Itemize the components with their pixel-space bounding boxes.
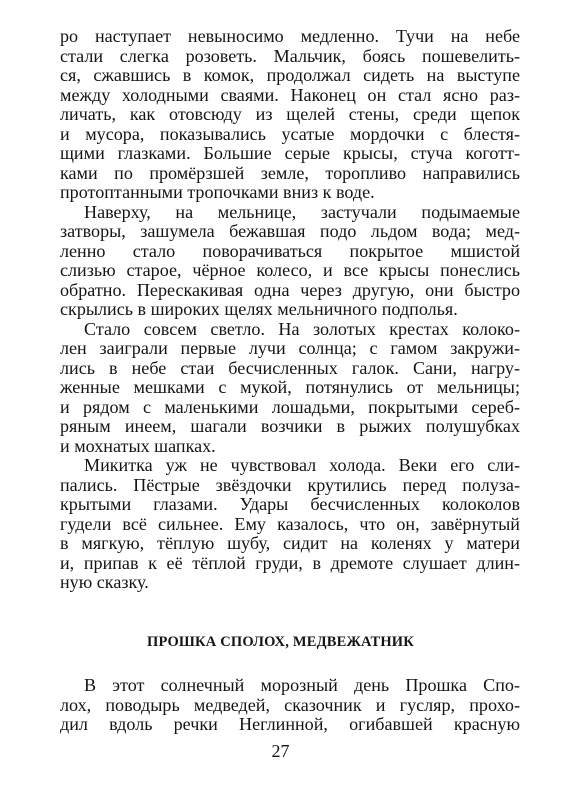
text-line: обратно. Перескакивая одна через другую, они быстро	[60, 279, 520, 300]
text-line: лох, поводырь медведей, сказочник и гусляр, прохо-	[60, 694, 520, 715]
text-line: Наверху, на мельнице, застучали подымаемые	[84, 201, 520, 222]
text-line: крытыми глазами. Удары бесчисленных колоколов	[60, 494, 520, 514]
text-line: ками по промёрзшей земле, торопливо направились	[60, 162, 520, 183]
text-line: ную сказку.	[60, 572, 149, 592]
text-line: лись в небе стаи бесчисленных галок. Сани, нагру-	[60, 357, 520, 378]
text-line: и мохнатых шапках.	[60, 435, 216, 456]
text-line: ряным инеем, шагали возчики в рыжих полушубках	[60, 416, 520, 436]
text-line: ро наступает невыносимо медленно. Тучи на небе	[60, 26, 520, 46]
text-line: затворы, зашумела бежавшая подо льдом вода; мед-	[60, 221, 520, 241]
text-line: и мусора, показывались усатые мордочки с блестя-	[60, 123, 520, 144]
text-line: ся, сжавшись в комок, продолжал сидеть на выступе	[60, 65, 520, 85]
text-line: слизью старое, чёрное колесо, и все крысы понеслись	[60, 260, 520, 280]
text-line: пались. Пёстрые звёздочки крутились перед полуза-	[60, 474, 520, 495]
text-line: гудели всё сильнее. Ему казалось, что он, завёрнутый	[60, 513, 520, 534]
body-text	[60, 27, 520, 593]
text-line: дил вдоль речки Неглинной, огибавшей красную	[60, 714, 520, 734]
text-line: и, припав к её тёплой груди, в дремоте слушает длин-	[60, 552, 520, 573]
text-line: Стало совсем светло. На золотых крестах колоко-	[84, 318, 520, 339]
text-line: в мягкую, тёплую шубу, сидит на коленях у матери	[60, 533, 520, 553]
text-line: стали слегка розоветь. Мальчик, боясь пошевелить-	[60, 45, 520, 66]
text-line: Микитка уж не чувствовал холода. Веки его сли-	[84, 455, 520, 475]
text-line: скрылись в широких щелях мельничного подполья.	[60, 299, 458, 319]
page-number: 27	[271, 741, 290, 761]
text-line: лен заиграли первые лучи солнца; с гамом закружи-	[60, 338, 520, 358]
text-line: личать, как отовсюду из щелей стены, среди щепок	[60, 104, 520, 124]
text-line: ленно стало поворачиваться покрытое мшистой	[60, 240, 520, 261]
text-line: и рядом с маленькими лошадьми, покрытыми сереб-	[60, 396, 520, 417]
text-line: щими глазками. Большие серые крысы, стуча коготт-	[60, 143, 520, 163]
text-line: между холодными сваями. Наконец он стал ясно раз-	[60, 84, 520, 105]
text-line: протоптанными тропочками вниз к воде.	[60, 182, 375, 202]
chapter-text	[60, 676, 520, 735]
text-line: женные мешками с мукой, потянулись от мельницы;	[60, 377, 520, 397]
text-line: В этот солнечный морозный день Прошка Спо-	[84, 675, 520, 695]
chapter-heading: ПРОШКА СПОЛОХ, МЕДВЕЖАТНИК	[147, 634, 414, 650]
